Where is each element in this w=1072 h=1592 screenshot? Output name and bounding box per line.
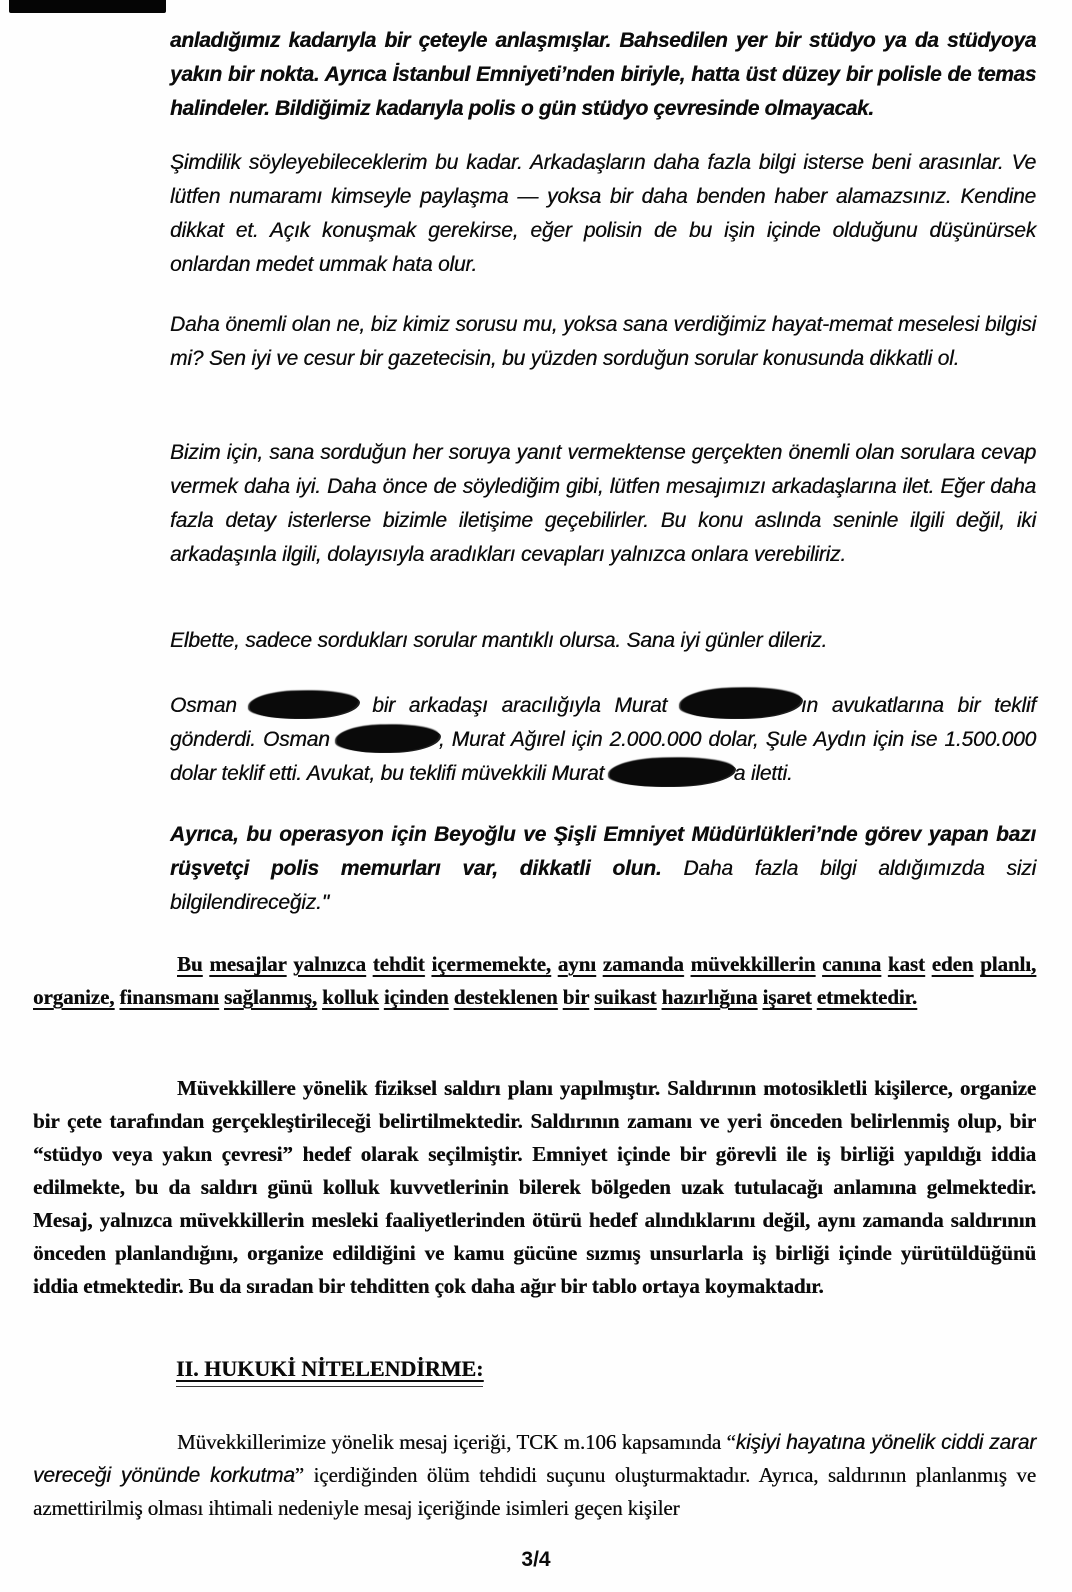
section-heading-text: II. HUKUKİ NİTELENDİRME: — [176, 1356, 483, 1387]
quote-paragraph-4: Bizim için, sana sorduğun her soruya yanıt vermektense gerçekten önemli olan sorulara cevap vermek daha iyi. Daha önce de söylediğim gibi, lütfen mesajımızı arkadaşlarına ilet. Eğer daha fazla detay isterlerse bizimle iletişime geçebilirler. Bu konu aslında seninle ilgili değil, iki arkadaşınla ilgili, dolayısıyla aradıkları cevapları yalnızca onlara verebiliriz. — [170, 441, 1036, 566]
scan-artifact — [9, 0, 166, 13]
redaction-mark — [609, 756, 734, 787]
assessment-paragraph-attack-plan: Müvekkillere yönelik fiziksel saldırı planı yapılmıştır. Saldırının motosikletli kişilerce, organize bir çete tarafından gerçekleştirileceği belirtilmektedir. Saldırının zamanı ve yeri önceden belirlenmiş olup, bir “stüdyo veya yakın çevresi” hedef olarak seçilmiştir. Emniyet içinde bir görevli ile iş birliği yapıldığı iddia edilmekte, bu da saldırı günü kolluk kuvvetlerinin bilerek bölgeden uzak tutulacağı anlamına gelmektedir. Mesaj, yalnızca müvekkillerin mesleki faaliyetlerinden ötürü hedef alındıklarını değil, aynı zamanda saldırının önceden planlandığını, organize edildiğini ve kamu gücüne sızmış unsurlarla iş birliği içinde yürütüldüğünü iddia etmektedir. Bu da sıradan bir tehditten çok daha ağır bir tablo ortaya koymaktadır. — [33, 1076, 1036, 1298]
quote-paragraph-2: Şimdilik söyleyebileceklerim bu kadar. Arkadaşların daha fazla bilgi isterse beni arasınlar. Ve lütfen numaramı kimseyle paylaşma — yoksa bir daha benden haber alamazsınız. Kendine dikkat et. Açık konuşmak gerekirse, eğer polisin de bu işin içinde olduğunu düşünürsek onlardan medet ummak hata olur. — [170, 151, 1036, 276]
quote-paragraph-offer: Osman bir arkadaşı aracılığıyla Murat ın avukatlarına bir teklif gönderdi. Osman , Murat Ağırel için 2.000.000 dolar, Şule Aydın için ise 1.500.000 dolar teklif etti. Avukat, bu teklifi müvekkili Murat a iletti. — [170, 688, 1036, 791]
redaction-mark — [250, 690, 359, 720]
legal-analysis-paragraph: Müvekkillerimize yönelik mesaj içeriği, TCK m.106 kapsamında “kişiyi hayatına yönelik ciddi zarar vereceği yönünde korkutma” içerdiğinden ölüm tehdidi suçunu oluşturmaktadır. Ayrıca, saldırının planlanmış ve azmettirilmiş olması ihtimali nedeniyle mesaj içeriğinde isimleri geçen kişiler — [33, 1430, 1036, 1520]
quote-paragraph-1: anladığımız kadarıyla bir çeteyle anlaşmışlar. Bahsedilen yer bir stüdyo ya da stüdyoya yakın bir nokta. Ayrıca İstanbul Emniyeti’nden biriyle, hatta üst düzey bir polisle de temas halindeler. Bildiğimiz kadarıyla polis o gün stüdyo çevresinde olmayacak. — [170, 29, 1036, 120]
quote-paragraph-5: Elbette, sadece sordukları sorular mantıklı olursa. Sana iyi günler dileriz. — [170, 629, 828, 652]
assessment-paragraph-underlined: Bu mesajlar yalnızca tehdit içermemekte, aynı zamanda müvekkillerin canına kast eden planlı, organize, finansmanı sağlanmış, kolluk içinden desteklenen bir suikast hazırlığına işaret etmektedir. — [33, 952, 1037, 1009]
redaction-mark — [337, 724, 440, 753]
page-number: 3/4 — [521, 1548, 551, 1571]
quote-paragraph-warning: Ayrıca, bu operasyon için Beyoğlu ve Şişli Emniyet Müdürlükleri’nde görev yapan bazı rüşvetçi polis memurları var, dikkatli olun. Daha fazla bilgi aldığımızda sizi bilgilendireceğiz." — [170, 823, 1036, 914]
redaction-mark — [680, 687, 801, 720]
section-heading — [176, 1356, 483, 1387]
quote-paragraph-3: Daha önemli olan ne, biz kimiz sorusu mu, yoksa sana verdiğimiz hayat-memat meselesi bilgisi mi? Sen iyi ve cesur bir gazetecisin, bu yüzden sorduğun sorular konusunda dikkatli ol. — [170, 313, 1036, 370]
